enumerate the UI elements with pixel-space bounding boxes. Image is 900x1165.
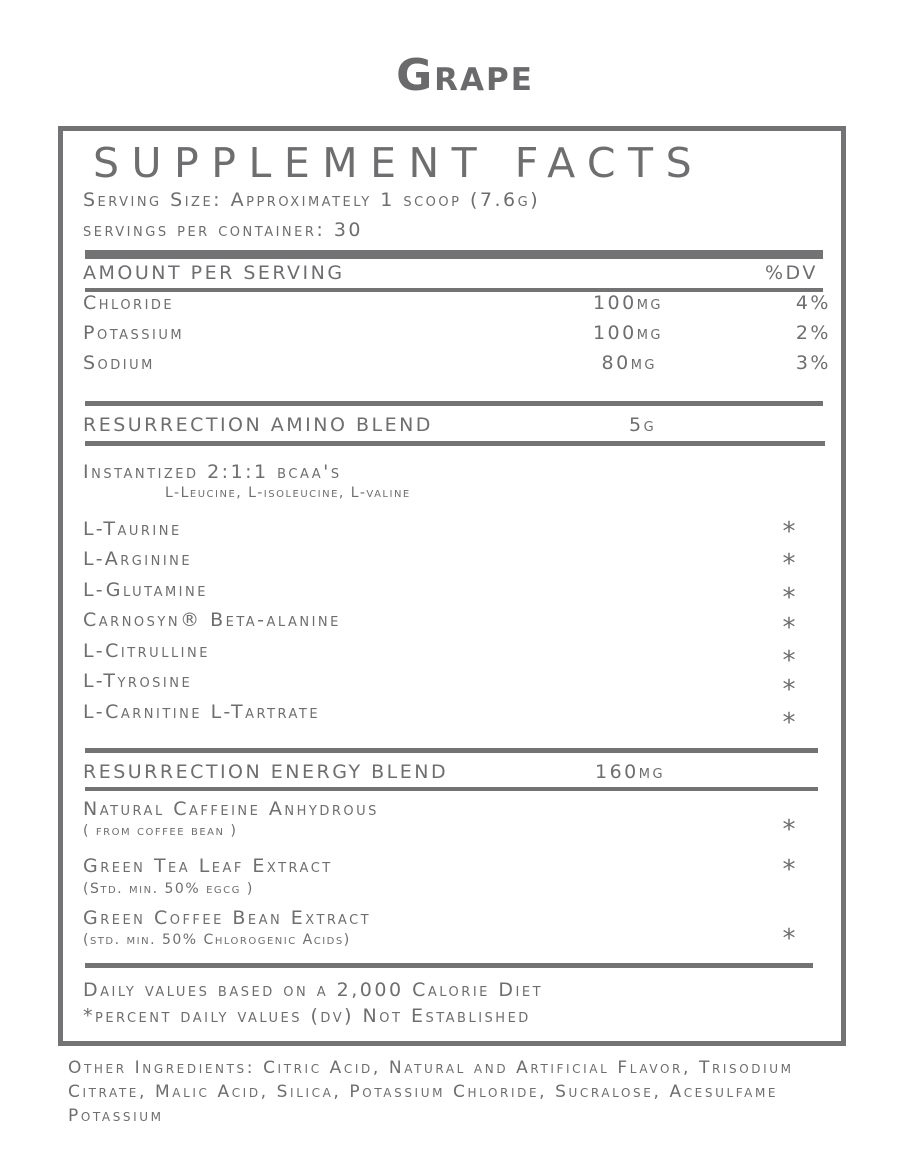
energy-item: Green Tea Leaf Extract	[83, 855, 333, 877]
flavor-title: Grape	[396, 50, 534, 101]
amino-item: L-Carnitine L-Tartrate	[83, 701, 321, 723]
amino-item: L-Taurine	[83, 518, 182, 540]
energy-blend-name: RESURRECTION ENERGY BLEND	[83, 761, 449, 783]
amino-item-dv: *	[782, 583, 796, 613]
amino-item: Carnosyn® Beta-alanine	[83, 609, 341, 631]
divider	[85, 441, 825, 446]
energy-item-sub: (Std. min. 50% egcg )	[83, 881, 254, 897]
amino-item-dv: *	[782, 708, 796, 738]
mineral-amount: 100mg	[592, 322, 663, 344]
supplement-facts-panel	[58, 126, 846, 1046]
amino-item: L-Tyrosine	[83, 670, 193, 692]
panel-title: SUPPLEMENT FACTS	[93, 139, 705, 187]
amino-item-dv: *	[782, 549, 796, 579]
amino-item-dv: *	[782, 675, 796, 705]
mineral-name: Chloride	[83, 292, 175, 314]
amino-item: L-Glutamine	[83, 579, 208, 601]
amino-item-dv: *	[782, 646, 796, 676]
other-ingredients: Other Ingredients: Citric Acid, Natural and Artificial Flavor, Trisodium Citrate, Malic Acid, Silica, Potassium Chloride, Sucralose, Acesulfame Potassium	[68, 1058, 794, 1126]
servings-per-container: servings per container: 30	[83, 219, 364, 241]
mineral-dv: 4%	[795, 292, 831, 314]
energy-item-sub: (std. min. 50% Chlorogenic Acids)	[83, 932, 351, 948]
energy-item-dv: *	[782, 815, 796, 845]
thick-divider	[85, 250, 823, 259]
divider	[85, 288, 823, 292]
mineral-dv: 2%	[795, 322, 831, 344]
mineral-amount: 100mg	[592, 292, 663, 314]
energy-item-dv: *	[782, 855, 796, 885]
bcaa-name: Instantized 2:1:1 bcaa's	[83, 461, 342, 483]
energy-item: Green Coffee Bean Extract	[83, 907, 372, 929]
energy-item-dv: *	[782, 924, 796, 954]
amino-item-dv: *	[782, 517, 796, 547]
mineral-dv: 3%	[795, 352, 831, 374]
serving-size: Serving Size: Approximately 1 scoop (7.6g)	[83, 189, 541, 211]
bcaa-sub: L-Leucine, L-isoleucine, L-valine	[165, 485, 411, 501]
energy-item: Natural Caffeine Anhydrous	[83, 798, 379, 820]
dv-not-established-note: *percent daily values (dv) Not Established	[83, 1005, 531, 1027]
amount-per-serving-header: AMOUNT PER SERVING	[83, 262, 345, 284]
divider	[85, 963, 813, 968]
dv-header: %DV	[765, 262, 818, 284]
energy-blend-amount: 160mg	[595, 761, 666, 783]
mineral-amount: 80mg	[601, 352, 657, 374]
amino-item-dv: *	[782, 613, 796, 643]
amino-item: L-Citrulline	[83, 640, 210, 662]
amino-blend-name: RESURRECTION AMINO BLEND	[83, 414, 433, 436]
energy-item-sub: ( from coffee bean )	[83, 823, 238, 839]
mineral-name: Potassium	[83, 322, 185, 344]
amino-blend-amount: 5g	[629, 414, 657, 436]
mineral-name: Sodium	[83, 352, 155, 374]
divider	[85, 748, 818, 753]
divider	[85, 787, 818, 791]
amino-item: L-Arginine	[83, 548, 193, 570]
divider	[85, 401, 823, 406]
daily-values-note: Daily values based on a 2,000 Calorie Diet	[83, 979, 544, 1001]
